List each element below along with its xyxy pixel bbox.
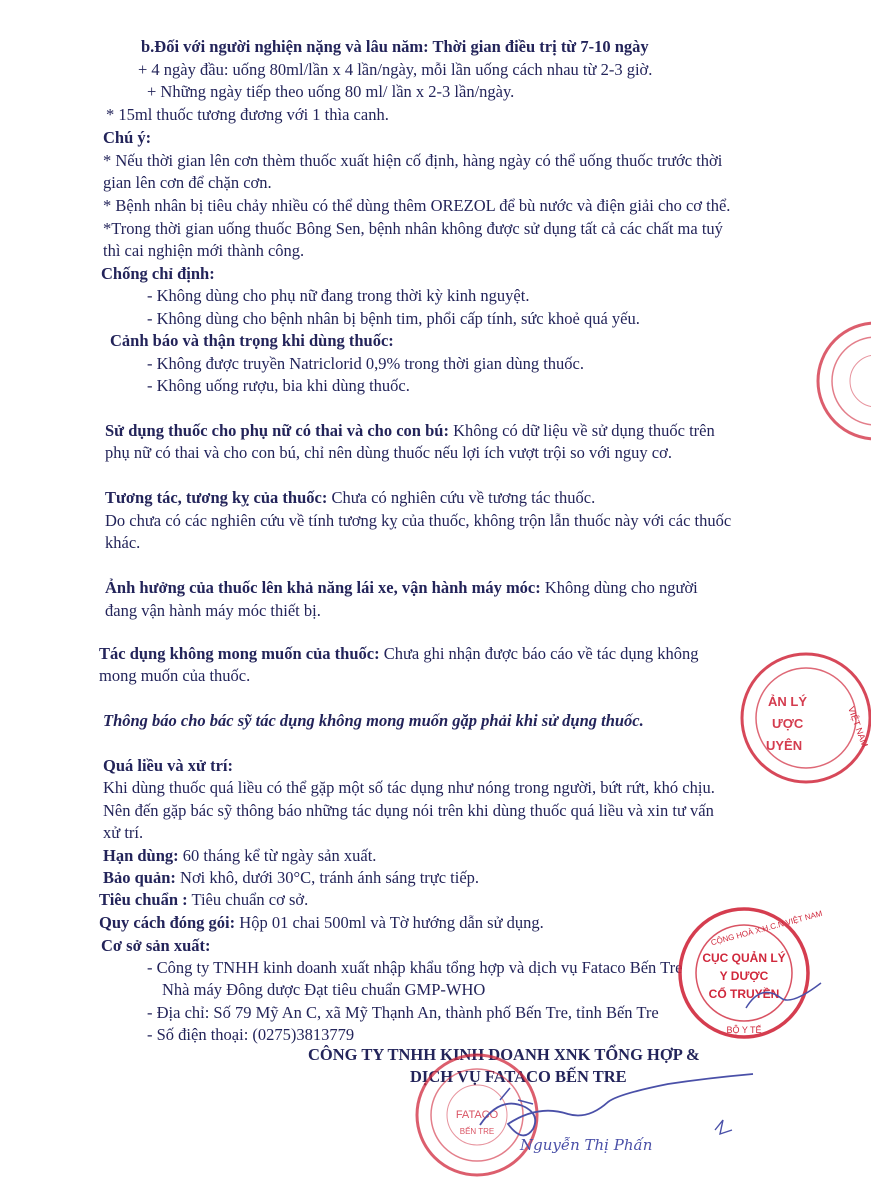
standard-label: Tiêu chuẩn :	[99, 890, 188, 909]
agency-seal-line-1: CỤC QUẢN LÝ	[702, 951, 786, 965]
driving-text: Không dùng cho người	[540, 578, 698, 597]
agency-seal-line-3: CỔ TRUYỀN	[708, 987, 780, 1001]
note-1b: gian lên cơn để chặn cơn.	[103, 173, 272, 192]
overdose-heading: Quá liều và xử trí:	[103, 756, 233, 775]
company-name-2: DỊCH VỤ FATACO BẾN TRE	[410, 1067, 627, 1086]
contra-1: - Không dùng cho phụ nữ đang trong thời kỳ kinh nguyệt.	[147, 286, 530, 305]
side-effect-line-2: mong muốn của thuốc.	[99, 666, 251, 685]
agency-seal	[676, 888, 824, 1058]
side-effect-line-1	[99, 643, 699, 665]
signer-name: Nguyễn Thị Phấn	[520, 1136, 653, 1154]
company-seal-subtext: BẾN TRE	[459, 1127, 495, 1136]
side-effect-text: Chưa ghi nhận được báo cáo về tác dụng không	[379, 644, 699, 663]
storage-value: Nơi khô, dưới 30°C, tránh ánh sáng trực tiếp.	[175, 868, 480, 887]
interaction-text: Chưa có nghiên cứu về tương tác thuốc.	[327, 488, 596, 507]
overdose-1: Khi dùng thuốc quá liều có thể gặp một số tác dụng như nóng trong người, bứt rứt, khó chịu.	[103, 778, 715, 797]
warning-2: - Không uống rượu, bia khi dùng thuốc.	[147, 376, 410, 395]
shelf-life-value: 60 tháng kể từ ngày sản xuất.	[178, 846, 377, 865]
pregnancy-text: Không có dữ liệu về sử dụng thuốc trên	[448, 421, 715, 440]
manufacturer-1: - Công ty TNHH kinh doanh xuất nhập khẩu tổng hợp và dịch vụ Fataco Bến Tre	[147, 958, 683, 977]
driving-line-2: đang vận hành máy móc thiết bị.	[105, 601, 321, 620]
standard	[99, 889, 308, 911]
interaction-heading: Tương tác, tương kỵ của thuốc:	[105, 488, 328, 507]
interaction-line-2: Do chưa có các nghiên cứu về tính tương kỵ của thuốc, không trộn lẫn thuốc này với các thuốc	[105, 511, 732, 530]
packaging-value: Hộp 01 chai 500ml và Tờ hướng dẫn sử dụng.	[235, 913, 544, 932]
company-name-1: CÔNG TY TNHH KINH DOANH XNK TỔNG HỢP &	[308, 1045, 700, 1064]
packaging	[99, 912, 544, 934]
svg-text:UYÊN: UYÊN	[766, 738, 803, 753]
packaging-label: Quy cách đóng gói:	[99, 913, 236, 932]
agency-seal-line-2: Y DƯỢC	[719, 969, 769, 983]
svg-text:CỘNG HOÀ X.H.C.N VIỆT NAM: CỘNG HOÀ X.H.C.N VIỆT NAM	[709, 908, 824, 948]
partial-seal-right-middle	[738, 648, 871, 786]
svg-text:VIỆT NAM: VIỆT NAM	[846, 705, 870, 749]
standard-value: Tiêu chuẩn cơ sở.	[187, 890, 309, 909]
agency-seal-bottom: BỘ Y TẾ	[726, 1025, 762, 1035]
notify-doctor: Thông báo cho bác sỹ tác dụng không mong muốn gặp phải khi sử dụng thuốc.	[103, 711, 644, 730]
svg-text:ẢN LÝ: ẢN LÝ	[768, 694, 807, 709]
manufacturer-address: - Địa chỉ: Số 79 Mỹ An C, xã Mỹ Thạnh An, thành phố Bến Tre, tỉnh Bến Tre	[147, 1003, 659, 1022]
pregnancy-line-2: phụ nữ có thai và cho con bú, chỉ nên dùng thuốc nếu lợi ích vượt trội so với nguy cơ.	[105, 443, 672, 462]
interaction-line-3: khác.	[105, 533, 141, 552]
contra-heading: Chống chỉ định:	[101, 264, 215, 283]
manufacturer-phone: - Số điện thoại: (0275)3813779	[147, 1025, 355, 1044]
interaction-line-1	[105, 487, 595, 509]
partial-seal-top-right	[814, 316, 871, 446]
side-effect-heading: Tác dụng không mong muốn của thuốc:	[99, 644, 380, 663]
warning-1: - Không được truyền Natriclorid 0,9% trong thời gian dùng thuốc.	[147, 354, 584, 373]
pregnancy-heading: Sử dụng thuốc cho phụ nữ có thai và cho con bú:	[105, 421, 449, 440]
driving-heading: Ảnh hưởng của thuốc lên khả năng lái xe, vận hành máy móc:	[105, 578, 541, 597]
svg-text:ƯỢC: ƯỢC	[772, 716, 804, 731]
overdose-2: Nên đến gặp bác sỹ thông báo những tác dụng nói trên khi dùng thuốc quá liều và xin tư vấn	[103, 801, 714, 820]
company-seal-text: FATACO	[455, 1109, 499, 1121]
note-3a: *Trong thời gian uống thuốc Bông Sen, bệnh nhân không được sử dụng tất cả các chất ma tuý	[103, 219, 723, 238]
spoon-note: * 15ml thuốc tương đương với 1 thìa canh.	[106, 105, 389, 124]
manufacturer-2: Nhà máy Đông dược Đạt tiêu chuẩn GMP-WHO	[162, 980, 486, 999]
contra-2: - Không dùng cho bệnh nhân bị bệnh tim, phổi cấp tính, sức khoẻ quá yếu.	[147, 309, 640, 328]
driving-line-1	[105, 577, 698, 599]
warning-heading: Cảnh báo và thận trọng khi dùng thuốc:	[110, 331, 394, 350]
storage-label: Bảo quản:	[103, 868, 176, 887]
note-heading: Chú ý:	[103, 128, 152, 147]
note-2: * Bệnh nhân bị tiêu chảy nhiều có thể dùng thêm OREZOL để bù nước và điện giải cho cơ thể.	[103, 196, 731, 215]
severe-line-2: + Những ngày tiếp theo uống 80 ml/ lần x 2-3 lần/ngày.	[147, 82, 515, 101]
pregnancy-line-1	[105, 420, 715, 442]
shelf-life-label: Hạn dùng:	[103, 846, 179, 865]
overdose-3: xử trí.	[103, 823, 144, 842]
note-3b: thì cai nghiện mới thành công.	[103, 241, 305, 260]
severe-title: b.Đối với người nghiện nặng và lâu năm: Thời gian điều trị từ 7-10 ngày	[141, 37, 649, 56]
storage	[103, 867, 479, 889]
note-1a: * Nếu thời gian lên cơn thèm thuốc xuất hiện cố định, hàng ngày có thể uống thuốc trước thời	[103, 151, 723, 170]
severe-line-1: + 4 ngày đầu: uống 80ml/lần x 4 lần/ngày, mỗi lần uống cách nhau từ 2-3 giờ.	[138, 60, 653, 79]
manufacturer-heading: Cơ sở sản xuất:	[101, 936, 211, 955]
shelf-life	[103, 845, 376, 867]
